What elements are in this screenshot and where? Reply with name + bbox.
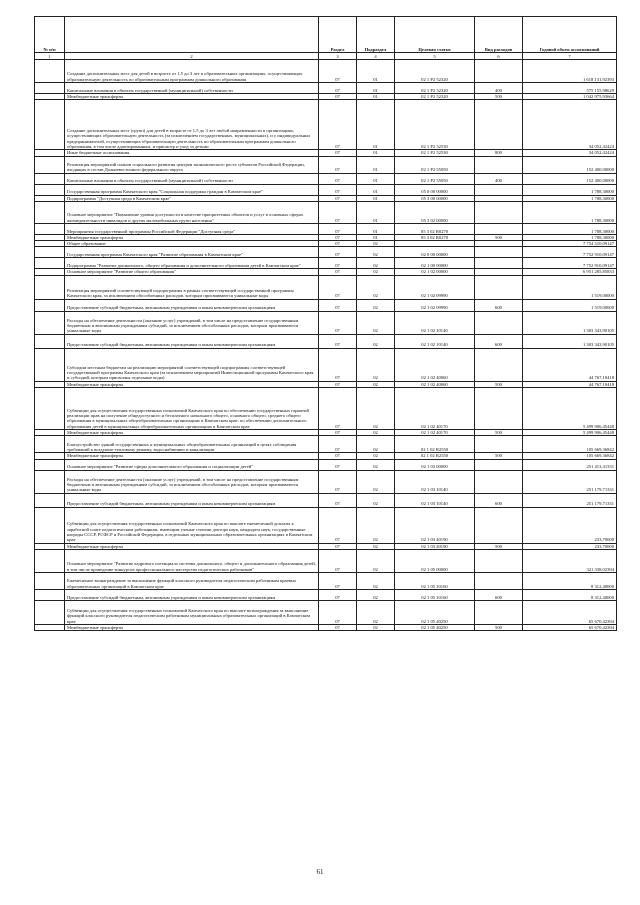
section-cell: 07 xyxy=(319,184,357,195)
expense-name-cell: Межбюджетные трансферты xyxy=(65,430,319,436)
expense-type-cell xyxy=(475,388,523,430)
subsection-cell: 02 xyxy=(357,241,395,247)
amount-cell: 251 179,71331 xyxy=(523,470,617,493)
subsection-cell: 02 xyxy=(357,299,395,311)
row-number-cell xyxy=(35,348,65,381)
target-article-cell: 02 1 03 40190 xyxy=(395,543,475,549)
expense-type-cell xyxy=(475,60,523,83)
table-row xyxy=(35,589,617,600)
table-row xyxy=(35,388,617,430)
section-cell: 07 xyxy=(319,258,357,269)
expense-type-cell xyxy=(475,600,523,624)
section-cell: 07 xyxy=(319,470,357,493)
section-cell: 07 xyxy=(319,348,357,381)
row-number-cell xyxy=(35,388,65,430)
table-row xyxy=(35,459,617,470)
expense-name-cell: Межбюджетные трансферты xyxy=(65,381,319,387)
amount-cell: 1 519,00000 xyxy=(523,299,617,311)
target-article-cell: 02 1 02 R2550 xyxy=(395,436,475,453)
expense-type-cell xyxy=(475,184,523,195)
table-row xyxy=(35,436,617,453)
target-article-cell: 02 1 P2 52320 xyxy=(395,94,475,100)
header-num: № п/п xyxy=(35,17,65,53)
subsection-cell: 02 xyxy=(357,589,395,600)
expense-type-cell xyxy=(475,311,523,334)
expense-name-cell: Субвенции для осуществления государственных полномочий Камчатского края по выплате вознаграждения за выполнение функций классного руководителя педагогическим работникам муниципальных образовательных организаций в Камчатском крае xyxy=(65,600,319,624)
section-cell: 07 xyxy=(319,311,357,334)
expense-type-cell xyxy=(475,348,523,381)
amount-cell: 233,70000 xyxy=(523,543,617,549)
column-number: 6 xyxy=(475,53,523,60)
expense-name-cell: Ежемесячное вознаграждение за выполнение функций классного руководителя педагогическим работникам краевых образовательных организаций в Камчатском крае xyxy=(65,572,319,589)
expense-type-cell xyxy=(475,223,523,234)
amount-cell: 152 400,00000 xyxy=(523,156,617,173)
subsection-cell: 02 xyxy=(357,493,395,507)
header-target: Целевая статья xyxy=(395,17,475,53)
row-number-cell xyxy=(35,258,65,269)
column-number: 1 xyxy=(35,53,65,60)
amount-cell: 251 179,71331 xyxy=(523,493,617,507)
subsection-cell: 01 xyxy=(357,234,395,240)
amount-cell: 65 670,42394 xyxy=(523,624,617,630)
expense-type-cell: 500 xyxy=(475,543,523,549)
section-cell: 07 xyxy=(319,299,357,311)
subsection-cell: 02 xyxy=(357,381,395,387)
target-article-cell: 02 1 05 40250 xyxy=(395,600,475,624)
target-article-cell: 02 1 02 40060 xyxy=(395,348,475,381)
target-article-cell: 02 1 P2 52530 xyxy=(395,150,475,156)
section-cell: 07 xyxy=(319,241,357,247)
subsection-cell: 02 xyxy=(357,348,395,381)
section-cell: 07 xyxy=(319,156,357,173)
subsection-cell: 02 xyxy=(357,507,395,543)
expense-type-cell: 600 xyxy=(475,493,523,507)
expense-name-cell: Создание дополнительных мест для детей в возрасте от 1,5 до 3 лет в образовательных организациях, осуществляющих образовательную деятельность по образовательным программам дошкольного образования xyxy=(65,60,319,83)
subsection-cell: 02 xyxy=(357,311,395,334)
expense-type-cell xyxy=(475,258,523,269)
section-cell: 07 xyxy=(319,589,357,600)
expense-name-cell: Основное мероприятие "Повышение уровня доступности в качестве приоритетных объектов и услуг в основных сферах жизнедеятельности инвалидов и других маломобильных групп населения" xyxy=(65,201,319,223)
amount-cell: 321 338,02394 xyxy=(523,549,617,572)
subsection-cell: 02 xyxy=(357,572,395,589)
amount-cell: 44 767,10418 xyxy=(523,381,617,387)
expense-name-cell: Предоставление субсидий бюджетным, автономным учреждениям и иным некоммерческим организациям xyxy=(65,299,319,311)
expense-type-cell xyxy=(475,247,523,258)
section-cell: 07 xyxy=(319,100,357,150)
header-section: Раздел xyxy=(319,17,357,53)
target-article-cell: 02 1 02 10140 xyxy=(395,311,475,334)
row-number-cell xyxy=(35,507,65,543)
subsection-cell: 01 xyxy=(357,184,395,195)
target-article-cell: 02 1 03 40190 xyxy=(395,507,475,543)
expense-name-cell: Подпрограмма "Доступная среда в Камчатском крае" xyxy=(65,195,319,201)
section-cell: 07 xyxy=(319,247,357,258)
page-number: 61 xyxy=(316,868,324,876)
row-number-cell xyxy=(35,83,65,94)
row-number-cell xyxy=(35,436,65,453)
subsection-cell: 01 xyxy=(357,195,395,201)
expense-type-cell xyxy=(475,459,523,470)
section-cell: 07 xyxy=(319,600,357,624)
section-cell: 07 xyxy=(319,549,357,572)
target-article-cell: 02 1 P2 52530 xyxy=(395,100,475,150)
subsection-cell: 02 xyxy=(357,388,395,430)
subsection-cell: 01 xyxy=(357,94,395,100)
target-article-cell: 02 1 02 40170 xyxy=(395,388,475,430)
target-article-cell: 02 1 02 00000 xyxy=(395,269,475,275)
section-cell: 07 xyxy=(319,453,357,459)
target-article-cell: 02 1 02 09990 xyxy=(395,275,475,299)
subsection-cell: 02 xyxy=(357,549,395,572)
section-cell: 07 xyxy=(319,436,357,453)
target-article-cell: 02 1 05 40250 xyxy=(395,624,475,630)
row-number-cell xyxy=(35,100,65,150)
expense-type-cell: 500 xyxy=(475,94,523,100)
amount-cell: 1 519,00000 xyxy=(523,275,617,299)
table-row xyxy=(35,311,617,334)
table-row xyxy=(35,572,617,589)
amount-cell: 1 618 131,92393 xyxy=(523,60,617,83)
expense-name-cell: Основное мероприятие "Развитие кадрового потенциала системы дошкольного, общего и дополнительного образования детей, в том числе проведение конкурсов профессионального мастерства педагогических работников" xyxy=(65,549,319,572)
amount-cell: 575 155,98629 xyxy=(523,83,617,94)
expense-name-cell: Предоставление субсидий бюджетным, автономным учреждениям и иным некоммерческим организациям xyxy=(65,589,319,600)
subsection-cell: 02 xyxy=(357,600,395,624)
expense-type-cell xyxy=(475,507,523,543)
table-row xyxy=(35,60,617,83)
amount-cell: 5 499 906,45448 xyxy=(523,388,617,430)
column-number: 7 xyxy=(523,53,617,60)
target-article-cell: 02 1 P2 52320 xyxy=(395,83,475,94)
table-row xyxy=(35,348,617,381)
expense-name-cell: Субвенции для осуществления государственных полномочий Камчатского края по обеспечению государственных гарантий реализации прав на получение общедоступного и бесплатного начального общего, основного общего, среднего общего образования в муниципальных общеобразовательных организациях в Камчатском крае, по обеспечению дополнительного образования детей в муниципальных общеобразовательных организациях в Камчатском крае xyxy=(65,388,319,430)
amount-cell: 7 752 910,09147 xyxy=(523,258,617,269)
subsection-cell: 01 xyxy=(357,100,395,150)
section-cell: 07 xyxy=(319,388,357,430)
expense-type-cell: 400 xyxy=(475,173,523,184)
row-number-cell xyxy=(35,247,65,258)
table-row xyxy=(35,173,617,184)
expense-name-cell: Предоставление субсидий бюджетным, автономным учреждениям и иным некоммерческим организациям xyxy=(65,493,319,507)
target-article-cell: 02 1 02 40170 xyxy=(395,430,475,436)
target-article-cell: 02 1 P2 52320 xyxy=(395,60,475,83)
header-expense-type: Вид расходов xyxy=(475,17,523,53)
section-cell: 07 xyxy=(319,173,357,184)
table-row xyxy=(35,184,617,195)
expense-name-cell: Государственная программа Камчатского края "Социальная поддержка граждан в Камчатском крае" xyxy=(65,184,319,195)
section-cell: 07 xyxy=(319,60,357,83)
amount-cell: 7 752 910,09147 xyxy=(523,247,617,258)
table-row xyxy=(35,624,617,630)
expense-type-cell xyxy=(475,156,523,173)
expense-name-cell: Субсидии местным бюджетам на реализацию мероприятий соответствующей подпрограммы соответствующей государственной программы Камчатского края (за исключением мероприятий Инвестиционной программы Камчатского края и субсидий, которым присвоены отдельные коды) xyxy=(65,348,319,381)
column-number: 3 xyxy=(319,53,357,60)
expense-type-cell xyxy=(475,470,523,493)
column-number: 5 xyxy=(395,53,475,60)
subsection-cell: 01 xyxy=(357,156,395,173)
expense-name-cell: Субвенции для осуществления государственных полномочий Камчатского края по выплате ежемесячной доплаты к заработной плате педагогическим работникам, имеющим ученые степени доктора наук, кандидата наук, государственные награды СССР, РСФСР и Российской Федерации, в отдельных муниципальных образовательных организациях в Камчатском крае xyxy=(65,507,319,543)
expense-type-cell: 600 xyxy=(475,334,523,348)
row-number-cell xyxy=(35,459,65,470)
amount-cell: 1 042 975,93664 xyxy=(523,94,617,100)
section-cell: 07 xyxy=(319,334,357,348)
amount-cell: 233,70000 xyxy=(523,507,617,543)
expense-name-cell: Капитальные вложения в объекты государственной (муниципальной) собственности xyxy=(65,83,319,94)
row-number-cell xyxy=(35,572,65,589)
expense-type-cell xyxy=(475,275,523,299)
section-cell: 07 xyxy=(319,223,357,234)
row-number-cell xyxy=(35,275,65,299)
expense-name-cell: Мероприятия государственной программы Российской Федерации "Доступная среда" xyxy=(65,223,319,234)
row-number-cell xyxy=(35,493,65,507)
subsection-cell: 01 xyxy=(357,83,395,94)
target-article-cell: 02 1 02 R2550 xyxy=(395,453,475,459)
target-article-cell: 05 3 02 R0270 xyxy=(395,223,475,234)
expense-name-cell: Создание дополнительных мест (групп) для детей в возрасте от 1,5 до 3 лет любой направленности в организациях, осуществляющих образовательную деятельность (за исключением государственных, муниципальных), и у индивидуальных предпринимателей, осуществляющих образовательную деятельность по образовательным программам дошкольного образования, в том числе адаптированным, и присмотр и уход за детьми xyxy=(65,100,319,150)
expense-type-cell: 500 xyxy=(475,453,523,459)
section-cell: 07 xyxy=(319,493,357,507)
expense-name-cell: Межбюджетные трансферты xyxy=(65,453,319,459)
expense-type-cell: 800 xyxy=(475,150,523,156)
expense-type-cell xyxy=(475,201,523,223)
amount-cell: 1 303 343,90105 xyxy=(523,311,617,334)
amount-cell: 105 669,36842 xyxy=(523,436,617,453)
table-row xyxy=(35,83,617,94)
table-row xyxy=(35,247,617,258)
expense-name-cell: Реализация мероприятий планов социального развития центров экономического роста субъектов Российской Федерации, входящих в состав Дальневосточного федерального округа xyxy=(65,156,319,173)
row-number-cell xyxy=(35,624,65,630)
subsection-cell: 02 xyxy=(357,430,395,436)
target-article-cell: 05 3 02 R0270 xyxy=(395,234,475,240)
subsection-cell: 01 xyxy=(357,173,395,184)
expense-name-cell: Общее образование xyxy=(65,241,319,247)
section-cell: 07 xyxy=(319,195,357,201)
row-number-cell xyxy=(35,334,65,348)
table-row xyxy=(35,600,617,624)
table-row xyxy=(35,156,617,173)
target-article-cell: 02 1 00 00000 xyxy=(395,258,475,269)
target-article-cell: 02 1 P2 55050 xyxy=(395,156,475,173)
amount-cell: 34 052,42424 xyxy=(523,100,617,150)
expense-name-cell: Межбюджетные трансферты xyxy=(65,543,319,549)
amount-cell: 65 670,42394 xyxy=(523,600,617,624)
target-article-cell: 05 3 00 00000 xyxy=(395,195,475,201)
amount-cell: 1 788,30000 xyxy=(523,234,617,240)
section-cell: 07 xyxy=(319,430,357,436)
expense-name-cell: Реализация мероприятий соответствующей подпрограммы в рамках соответствующей государственной программы Камчатского края, за исключением обособленных расходов, которым присваиваются уникальные коды xyxy=(65,275,319,299)
row-number-cell xyxy=(35,60,65,83)
subsection-cell: 02 xyxy=(357,453,395,459)
target-article-cell: 02 1 03 10140 xyxy=(395,470,475,493)
subsection-cell: 02 xyxy=(357,334,395,348)
expense-type-cell: 500 xyxy=(475,430,523,436)
amount-cell: 34 052,42424 xyxy=(523,150,617,156)
header-row xyxy=(35,17,617,53)
expense-name-cell: Благоустройство зданий государственных и муниципальных общеобразовательных организаций в целях соблюдения требований к воздушно-тепловому режиму, водоснабжению и канализации xyxy=(65,436,319,453)
target-article-cell: 02 1 03 00000 xyxy=(395,459,475,470)
target-article-cell: 02 1 03 10140 xyxy=(395,493,475,507)
target-article-cell: 05 3 02 00000 xyxy=(395,201,475,223)
subsection-cell: 01 xyxy=(357,60,395,83)
row-number-cell xyxy=(35,589,65,600)
expense-type-cell xyxy=(475,100,523,150)
expense-type-cell: 400 xyxy=(475,83,523,94)
subsection-cell: 01 xyxy=(357,201,395,223)
subsection-cell: 02 xyxy=(357,275,395,299)
expense-name-cell: Основное мероприятие "Развитие общего образования" xyxy=(65,269,319,275)
column-number: 4 xyxy=(357,53,395,60)
header-amount: Годовой объем ассигнований xyxy=(523,17,617,53)
row-number-cell xyxy=(35,549,65,572)
amount-cell: 7 754 510,09147 xyxy=(523,241,617,247)
expense-type-cell: 500 xyxy=(475,381,523,387)
expense-name-cell: Предоставление субсидий бюджетным, автономным учреждениям и иным некоммерческим организациям xyxy=(65,334,319,348)
subsection-cell: 02 xyxy=(357,624,395,630)
subsection-cell: 01 xyxy=(357,150,395,156)
header-name xyxy=(65,17,319,53)
amount-cell: 152 400,00000 xyxy=(523,173,617,184)
amount-cell: 1 788,30000 xyxy=(523,201,617,223)
table-row xyxy=(35,493,617,507)
section-cell: 07 xyxy=(319,459,357,470)
subsection-cell: 02 xyxy=(357,258,395,269)
subsection-cell: 02 xyxy=(357,470,395,493)
expense-name-cell: Иные бюджетные ассигнования xyxy=(65,150,319,156)
expense-name-cell: Расходы на обеспечение деятельности (оказание услуг) учреждений, в том числе на предоставление государственным бюджетным и автономным учреждениям субсидий, за исключением обособленных расходов, которым присваиваются уникальные коды xyxy=(65,470,319,493)
expense-name-cell: Межбюджетные трансферты xyxy=(65,234,319,240)
table-row xyxy=(35,299,617,311)
amount-cell: 8 312,40000 xyxy=(523,589,617,600)
section-cell: 07 xyxy=(319,624,357,630)
expense-name-cell: Межбюджетные трансферты xyxy=(65,624,319,630)
section-cell: 07 xyxy=(319,381,357,387)
target-article-cell: 02 1 P2 55050 xyxy=(395,173,475,184)
expense-name-cell: Капитальные вложения в объекты государственной (муниципальной) собственности xyxy=(65,173,319,184)
amount-cell: 44 767,10418 xyxy=(523,348,617,381)
target-article-cell: 02 1 05 10160 xyxy=(395,572,475,589)
table-row xyxy=(35,334,617,348)
row-number-cell xyxy=(35,201,65,223)
amount-cell: 6 951 285,85833 xyxy=(523,269,617,275)
header-subsection: Подраздел xyxy=(357,17,395,53)
section-cell: 07 xyxy=(319,543,357,549)
amount-cell: 1 788,30000 xyxy=(523,184,617,195)
expense-type-cell xyxy=(475,572,523,589)
subsection-cell: 01 xyxy=(357,223,395,234)
row-number-cell xyxy=(35,299,65,311)
target-article-cell: 02 0 00 00000 xyxy=(395,247,475,258)
target-article-cell: 02 1 05 10160 xyxy=(395,589,475,600)
expense-type-cell: 600 xyxy=(475,299,523,311)
row-number-cell xyxy=(35,223,65,234)
table-row xyxy=(35,223,617,234)
table-row xyxy=(35,507,617,543)
amount-cell: 1 788,30000 xyxy=(523,223,617,234)
amount-cell: 251 413,41331 xyxy=(523,459,617,470)
expense-type-cell xyxy=(475,436,523,453)
subsection-cell: 02 xyxy=(357,269,395,275)
amount-cell: 1 303 343,90105 xyxy=(523,334,617,348)
row-number-cell xyxy=(35,311,65,334)
section-cell: 07 xyxy=(319,507,357,543)
target-article-cell: 02 1 05 00000 xyxy=(395,549,475,572)
section-cell: 07 xyxy=(319,234,357,240)
table-row xyxy=(35,100,617,150)
row-number-cell xyxy=(35,173,65,184)
amount-cell: 1 788,30000 xyxy=(523,195,617,201)
section-cell: 07 xyxy=(319,94,357,100)
target-article-cell: 02 1 02 40060 xyxy=(395,381,475,387)
expense-name-cell: Расходы на обеспечение деятельности (оказание услуг) учреждений, в том числе на предоставление государственным бюджетным и автономным учреждениям субсидий, за исключением обособленных расходов, которым присваиваются уникальные коды xyxy=(65,311,319,334)
budget-table xyxy=(34,16,617,631)
table-row xyxy=(35,275,617,299)
section-cell: 07 xyxy=(319,83,357,94)
row-number-cell xyxy=(35,470,65,493)
row-number-cell xyxy=(35,184,65,195)
table-row xyxy=(35,470,617,493)
section-cell: 07 xyxy=(319,201,357,223)
target-article-cell: 02 1 02 09990 xyxy=(395,299,475,311)
section-cell: 07 xyxy=(319,269,357,275)
amount-cell: 5 499 906,45448 xyxy=(523,430,617,436)
row-number-cell xyxy=(35,600,65,624)
expense-type-cell: 500 xyxy=(475,624,523,630)
column-number-row xyxy=(35,53,617,60)
section-cell: 07 xyxy=(319,275,357,299)
subsection-cell: 02 xyxy=(357,459,395,470)
section-cell: 07 xyxy=(319,150,357,156)
expense-name-cell: Основное мероприятие "Развитие сферы дополнительного образования и социализации детей" xyxy=(65,459,319,470)
expense-type-cell: 600 xyxy=(475,589,523,600)
amount-cell: 8 312,40000 xyxy=(523,572,617,589)
subsection-cell: 02 xyxy=(357,543,395,549)
expense-type-cell: 500 xyxy=(475,234,523,240)
amount-cell: 105 669,36842 xyxy=(523,453,617,459)
table-row xyxy=(35,201,617,223)
expense-name-cell: Межбюджетные трансферты xyxy=(65,94,319,100)
column-number: 2 xyxy=(65,53,319,60)
expense-name-cell: Государственная программа Камчатского края "Развитие образования в Камчатском крае" xyxy=(65,247,319,258)
target-article-cell: 05 0 00 00000 xyxy=(395,184,475,195)
table-row xyxy=(35,549,617,572)
target-article-cell: 02 1 02 10140 xyxy=(395,334,475,348)
table-row xyxy=(35,258,617,269)
subsection-cell: 02 xyxy=(357,247,395,258)
subsection-cell: 02 xyxy=(357,436,395,453)
budget-sheet xyxy=(34,16,616,631)
row-number-cell xyxy=(35,156,65,173)
expense-name-cell: Подпрограмма "Развитие дошкольного, общего образования и дополнительного образования детей в Камчатском крае" xyxy=(65,258,319,269)
section-cell: 07 xyxy=(319,572,357,589)
expense-type-cell xyxy=(475,549,523,572)
